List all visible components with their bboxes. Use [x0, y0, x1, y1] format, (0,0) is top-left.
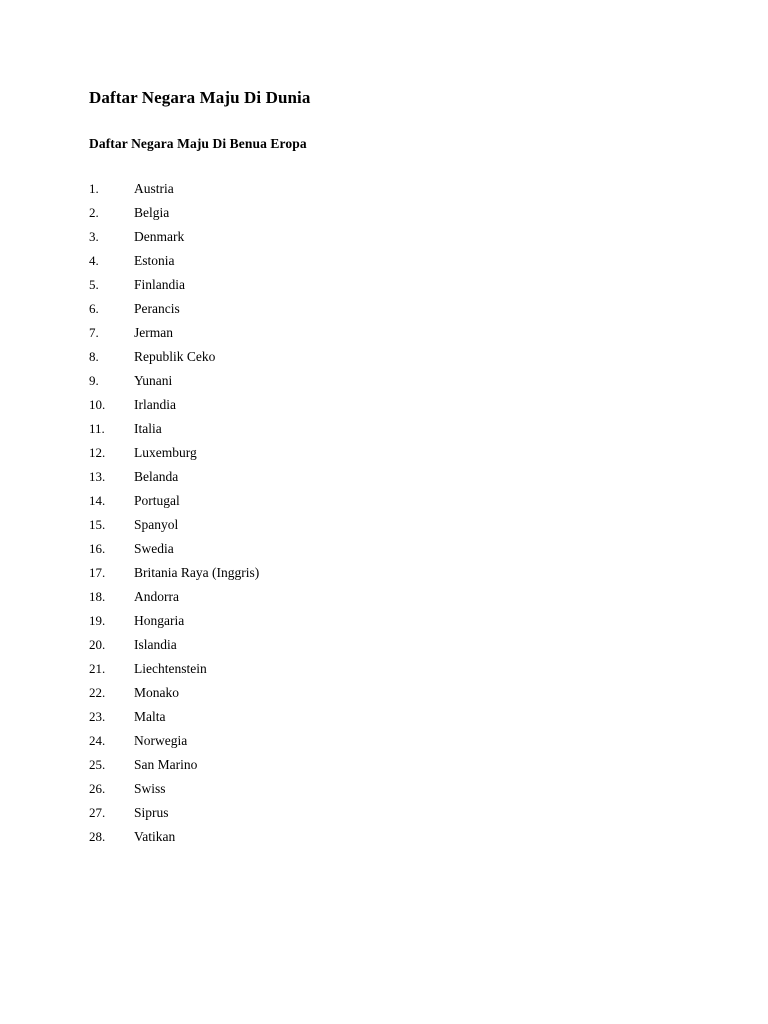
list-item-number: 22. — [89, 685, 106, 700]
list-item — [89, 417, 689, 441]
list-item-label: Islandia — [134, 637, 177, 652]
list-item — [89, 177, 689, 201]
list-item-number: 27. — [89, 805, 106, 820]
list-item — [89, 225, 689, 249]
list-item-label: Republik Ceko — [134, 349, 216, 364]
list-item-number: 6. — [89, 301, 99, 316]
list-item-number: 28. — [89, 829, 106, 844]
list-item-label: Jerman — [134, 325, 173, 340]
list-item — [89, 681, 689, 705]
list-item — [89, 489, 689, 513]
list-item-label: Estonia — [134, 253, 175, 268]
list-item — [89, 585, 689, 609]
list-item — [89, 393, 689, 417]
list-item-number: 14. — [89, 493, 106, 508]
list-item — [89, 297, 689, 321]
list-item — [89, 441, 689, 465]
list-item-number: 17. — [89, 565, 106, 580]
list-item — [89, 777, 689, 801]
list-item — [89, 705, 689, 729]
list-item-label: Swiss — [134, 781, 166, 796]
list-item-number: 12. — [89, 445, 106, 460]
list-item-number: 24. — [89, 733, 106, 748]
list-item-label: Spanyol — [134, 517, 179, 532]
list-item — [89, 729, 689, 753]
document-body — [89, 88, 689, 849]
list-item-label: Hongaria — [134, 613, 185, 628]
list-item-number: 23. — [89, 709, 106, 724]
list-item-label: Perancis — [134, 301, 180, 316]
list-item-number: 20. — [89, 637, 106, 652]
list-item-label: Irlandia — [134, 397, 176, 412]
list-item-label: Malta — [134, 709, 166, 724]
list-item-number: 21. — [89, 661, 106, 676]
list-item-number: 4. — [89, 253, 99, 268]
list-item-label: Denmark — [134, 229, 185, 244]
list-item-label: Italia — [134, 421, 162, 436]
list-item-label: Belgia — [134, 205, 170, 220]
list-item — [89, 537, 689, 561]
list-item-number: 5. — [89, 277, 99, 292]
list-item-label: Siprus — [134, 805, 169, 820]
list-item-label: Portugal — [134, 493, 180, 508]
list-item — [89, 201, 689, 225]
list-item-label: Norwegia — [134, 733, 188, 748]
list-item-label: Swedia — [134, 541, 174, 556]
list-item-number: 7. — [89, 325, 99, 340]
list-item-number: 10. — [89, 397, 106, 412]
list-item-number: 19. — [89, 613, 106, 628]
page-title: Daftar Negara Maju Di Dunia — [89, 88, 311, 107]
list-item-number: 26. — [89, 781, 106, 796]
list-item — [89, 369, 689, 393]
list-item-label: Yunani — [134, 373, 173, 388]
list-item — [89, 657, 689, 681]
list-item-number: 2. — [89, 205, 99, 220]
list-item-number: 25. — [89, 757, 106, 772]
list-item-label: Andorra — [134, 589, 179, 604]
list-item — [89, 513, 689, 537]
list-item — [89, 753, 689, 777]
list-item-number: 16. — [89, 541, 106, 556]
list-item-label: Vatikan — [134, 829, 176, 844]
list-item-number: 18. — [89, 589, 106, 604]
list-item-label: Liechtenstein — [134, 661, 207, 676]
list-item-label: San Marino — [134, 757, 198, 772]
list-item-label: Belanda — [134, 469, 179, 484]
list-item — [89, 321, 689, 345]
list-item — [89, 249, 689, 273]
list-item-label: Luxemburg — [134, 445, 197, 460]
list-item — [89, 633, 689, 657]
list-item — [89, 801, 689, 825]
list-item — [89, 609, 689, 633]
list-item — [89, 273, 689, 297]
list-item-label: Austria — [134, 181, 174, 196]
list-item-number: 11. — [89, 421, 105, 436]
list-item — [89, 825, 689, 849]
list-item-label: Finlandia — [134, 277, 185, 292]
list-item-number: 15. — [89, 517, 106, 532]
list-item-label: Monako — [134, 685, 179, 700]
list-item-number: 1. — [89, 181, 99, 196]
section-heading: Daftar Negara Maju Di Benua Eropa — [89, 136, 307, 151]
list-item — [89, 345, 689, 369]
list-item-number: 8. — [89, 349, 99, 364]
list-item-number: 3. — [89, 229, 99, 244]
list-item — [89, 465, 689, 489]
list-item-number: 9. — [89, 373, 99, 388]
list-item — [89, 561, 689, 585]
list-item-label: Britania Raya (Inggris) — [134, 565, 260, 580]
list-item-number: 13. — [89, 469, 106, 484]
country-list — [89, 177, 689, 849]
